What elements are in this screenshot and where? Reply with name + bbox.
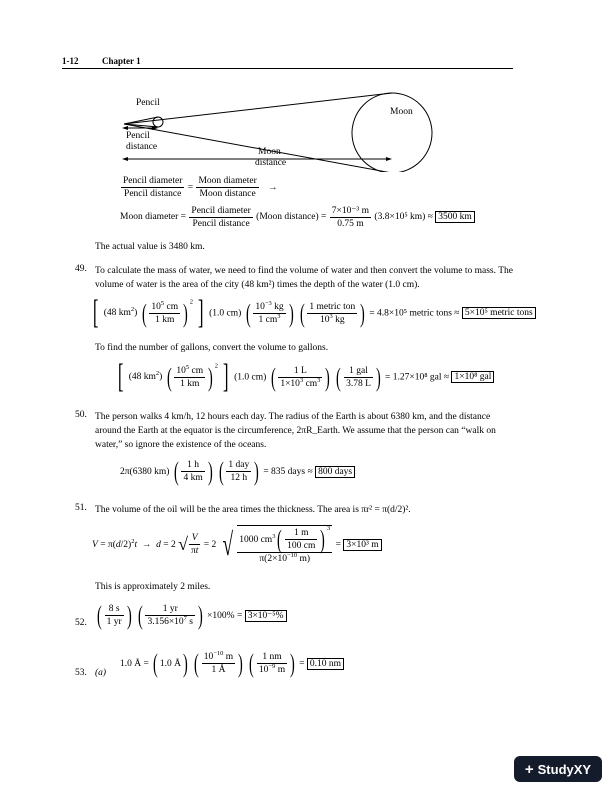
- problem-51-text: The volume of the oil will be the area times the thickness. The area is πr² = π(d/2)².: [95, 505, 411, 515]
- gallons-result: = 1.27×10⁸ gal ≈: [385, 372, 450, 383]
- problem-51-number: 51.: [75, 503, 87, 513]
- problem-49-number: 49.: [75, 264, 87, 274]
- plus-icon: +: [524, 760, 534, 778]
- header-rule: [62, 68, 513, 69]
- value-denominator: 0.75 m: [337, 219, 364, 229]
- problem-53-part: (a): [95, 668, 107, 678]
- ratio-left-numerator: Pencil diameter: [123, 176, 183, 186]
- distance-value: (3.8×10⁵ km) ≈: [374, 212, 433, 223]
- ratio-left-denominator: Pencil distance: [124, 189, 182, 199]
- chapter-title: Chapter 1: [102, 56, 141, 66]
- walking-result: = 835 days ≈: [263, 466, 313, 477]
- problem-49-text: To calculate the mass of water, we need to find the volume of water and then convert the volume to mass. The volume of water is the area of the city (48 km²) times the depth of the water (1.0 cm).: [95, 266, 513, 290]
- moon-distance-term: (Moon distance) =: [256, 212, 327, 223]
- answer-box-52: 3×10⁻⁵%: [245, 610, 287, 622]
- answer-box-49a: 5×10⁵ metric tons: [462, 307, 536, 319]
- pencil-distance-label-2: distance: [126, 142, 158, 152]
- implies-arrow: →: [268, 182, 278, 193]
- gallons-text: To find the number of gallons, convert the volume to gallons.: [95, 343, 329, 353]
- answer-box-50: 800 days: [315, 466, 355, 478]
- answer-box-49b: 1×10⁸ gal: [451, 371, 494, 383]
- page-number: 1-12: [62, 56, 79, 66]
- answer-box-53: 0.10 nm: [307, 658, 344, 670]
- moon-label: Moon: [390, 107, 413, 117]
- approx-miles-text: This is approximately 2 miles.: [95, 582, 211, 592]
- mass-equation: [ (48 $km^2$) ( $\frac{10^5 cm}{1 km}$ ) $^2$ ] (1.0 cm) ( $\frac{10^{-3} kg}{1 cm^3}$ ) ( $\frac{\text{1 metric ton}}{10^3 kg}$ ) = 4.8×10⁵ metric tons ≈ 5×10⁵ metric tons: [90, 298, 536, 329]
- angstrom-equation: 1.0 Å = ( 1.0 Å) ( $\frac{10^{-10} m}{1 Å}$ ) ( $\frac{1 nm}{10^{-9} m}$ ) = 0.10 nm: [120, 652, 344, 675]
- pencil-distance-label-1: Pencil: [126, 131, 150, 141]
- gallons-equation: [ (48 $km^2$) ( $\frac{10^5 cm}{1 km}$ ) $^2$ ] (1.0 cm) ( $\frac{1 L}{1\times 10^3 cm^3}$ ) ( $\frac{\text{1 gal}}{3.78 L}$ ) = 1.27×10⁸ gal ≈ 1×10⁸ gal: [115, 362, 494, 393]
- problem-53-number: 53.: [75, 668, 87, 678]
- problem-52-number: 52.: [75, 618, 87, 628]
- moon-diameter-lhs: Moon diameter =: [120, 212, 187, 223]
- ratio-right-denominator: Moon distance: [199, 189, 256, 199]
- moon-distance-label-1: Moon: [258, 147, 281, 157]
- mass-result: = 4.8×10⁵ metric tons ≈: [369, 308, 460, 319]
- problem-50-text: The person walks 4 km/h, 12 hours each day. The radius of the Earth is about 6380 km, and the distance around the Earth at the equator is the circumference, 2πR_Earth. We assume that the person can “walk on water,” so ignore the existence of the oceans.: [95, 412, 496, 450]
- ratio-equation: $\frac{\text{Pencil diameter}}{\text{Pencil distance}}$ = $\frac{\text{Moon diameter}}{\text{Moon distance}}$ →: [123, 176, 278, 199]
- pencil-label: Pencil: [136, 98, 160, 108]
- walking-equation: 2π(6380 km) ( $\frac{1 h}{4 km}$ ) ( $\frac{\text{1 day}}{12 h}$ ) = 835 days ≈ 800 days: [120, 460, 355, 483]
- moon-distance-label-2: distance: [255, 158, 287, 168]
- studyxy-logo: [514, 756, 602, 782]
- md-frac-numerator: Pencil diameter: [191, 205, 251, 216]
- answer-box-48: 3500 km: [435, 211, 475, 223]
- percent-equation: ( $\frac{8 s}{1 yr}$ ) ( $\frac{1 yr}{3.156\times 10^7 s}$ ) ×100% = 3×10⁻⁵%: [95, 604, 287, 627]
- logo-text: StudyXY: [537, 761, 592, 777]
- oil-equation: $V = \pi(d/2)^2t \to d = 2$ √ $\frac{V}{\pi t}$ = 2 √ 1000 $cm^3$( $\frac{1 m}{100 cm}$ ) $^3$ $\pi(2\times 10^{-10}$ m) = 3×10³ m: [92, 525, 382, 564]
- value-numerator: 7×10⁻³ m: [331, 206, 370, 216]
- problem-50-number: 50.: [75, 410, 87, 420]
- moon-diameter-equation: [120, 205, 475, 229]
- ratio-right-numerator: Moon diameter: [198, 176, 257, 186]
- md-frac-denominator: Pencil distance: [192, 218, 250, 229]
- actual-value-text: The actual value is 3480 km.: [95, 242, 205, 252]
- answer-box-51: 3×10³ m: [343, 539, 381, 551]
